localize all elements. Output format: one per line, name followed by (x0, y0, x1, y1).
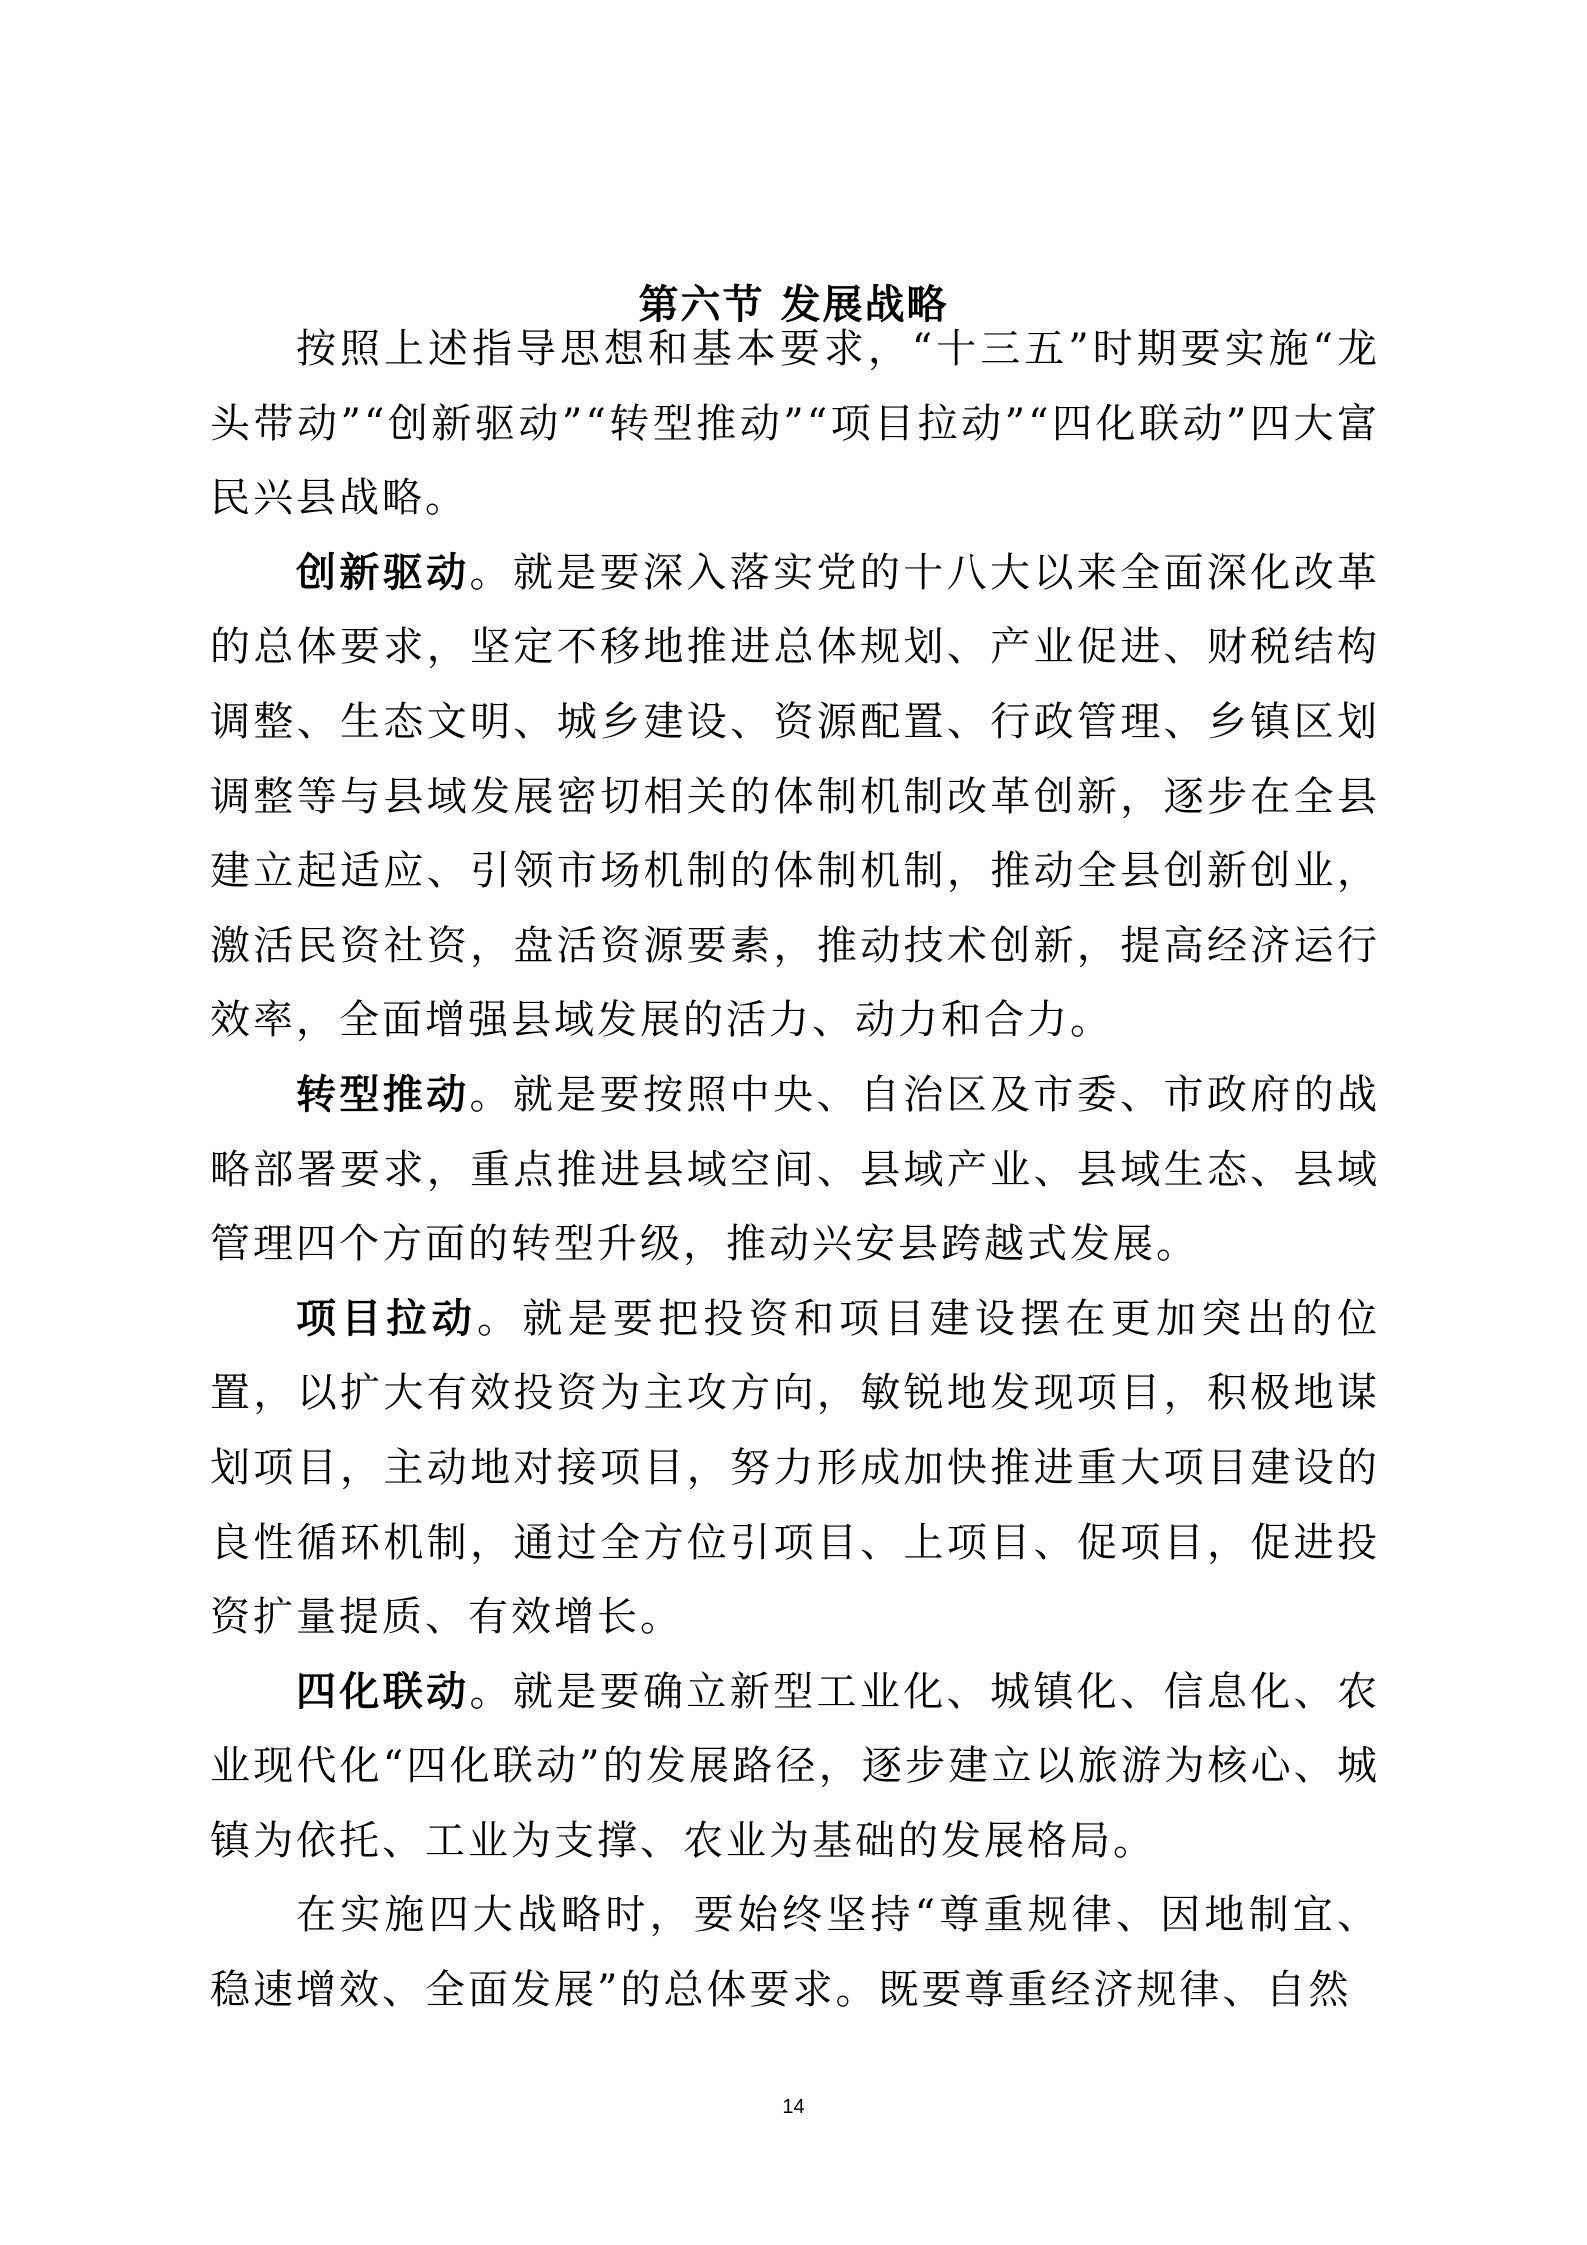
paragraph-text: 。就是要把投资和项目建设摆在更加突出的位置，以扩大有效投资为主攻方向，敏锐地发现项目，积极地谋划项目，主动地对接项目，努力形成加快推进重大项目建设的良性循环机制，通过全方位引项目、上项目、促项目，促进投资扩量提质、有效增长。 (210, 1295, 1381, 1641)
section-title: 第六节 发展战略 (638, 281, 949, 329)
paragraph-lead: 四化联动 (296, 1667, 470, 1715)
paragraph-text: 。就是要深入落实党的十八大以来全面深化改革的总体要求，坚定不移地推进总体规划、产业促进、财税结构调整、生态文明、城乡建设、资源配置、行政管理、乡镇区划调整等与县域发展密切相关的体制机制改革创新，逐步在全县建立起适应、引领市场机制的体制机制，推动全县创新创业，激活民资社资，盘活资源要素，推动技术创新，提高经济运行效率，全面增强县域发展的活力、动力和合力。 (210, 549, 1380, 1044)
paragraph-lead: 转型推动 (296, 1070, 470, 1118)
body-text (210, 312, 1380, 2028)
paragraph-lead: 创新驱动 (296, 548, 470, 596)
paragraph-transformation (210, 1058, 1380, 1282)
paragraph-projects (210, 1282, 1380, 1655)
paragraph-text: 按照上述指导思想和基本要求，“十三五”时期要实施“龙头带动”“创新驱动”“转型推动”“项目拉动”“四化联动”四大富民兴县战略。 (210, 326, 1380, 522)
paragraph-intro (210, 312, 1380, 536)
paragraph-text: 在实施四大战略时，要始终坚持“尊重规律、因地制宜、稳速增效、全面发展”的总体要求。既要尊重经济规律、自然 (210, 1892, 1380, 2014)
paragraph-four-modernizations (210, 1655, 1380, 1879)
paragraph-innovation (210, 536, 1380, 1058)
paragraph-text: 。就是要按照中央、自治区及市委、市政府的战略部署要求，重点推进县域空间、县域产业、县域生态、县域管理四个方面的转型升级，推动兴安县跨越式发展。 (210, 1071, 1380, 1268)
paragraph-implementation (210, 1878, 1380, 2027)
paragraph-text: 。就是要确立新型工业化、城镇化、信息化、农业现代化“四化联动”的发展路径，逐步建立以旅游为核心、城镇为依托、工业为支撑、农业为基础的发展格局。 (210, 1668, 1380, 1864)
page-number: 14 (782, 2096, 805, 2118)
paragraph-lead: 项目拉动 (296, 1294, 478, 1342)
